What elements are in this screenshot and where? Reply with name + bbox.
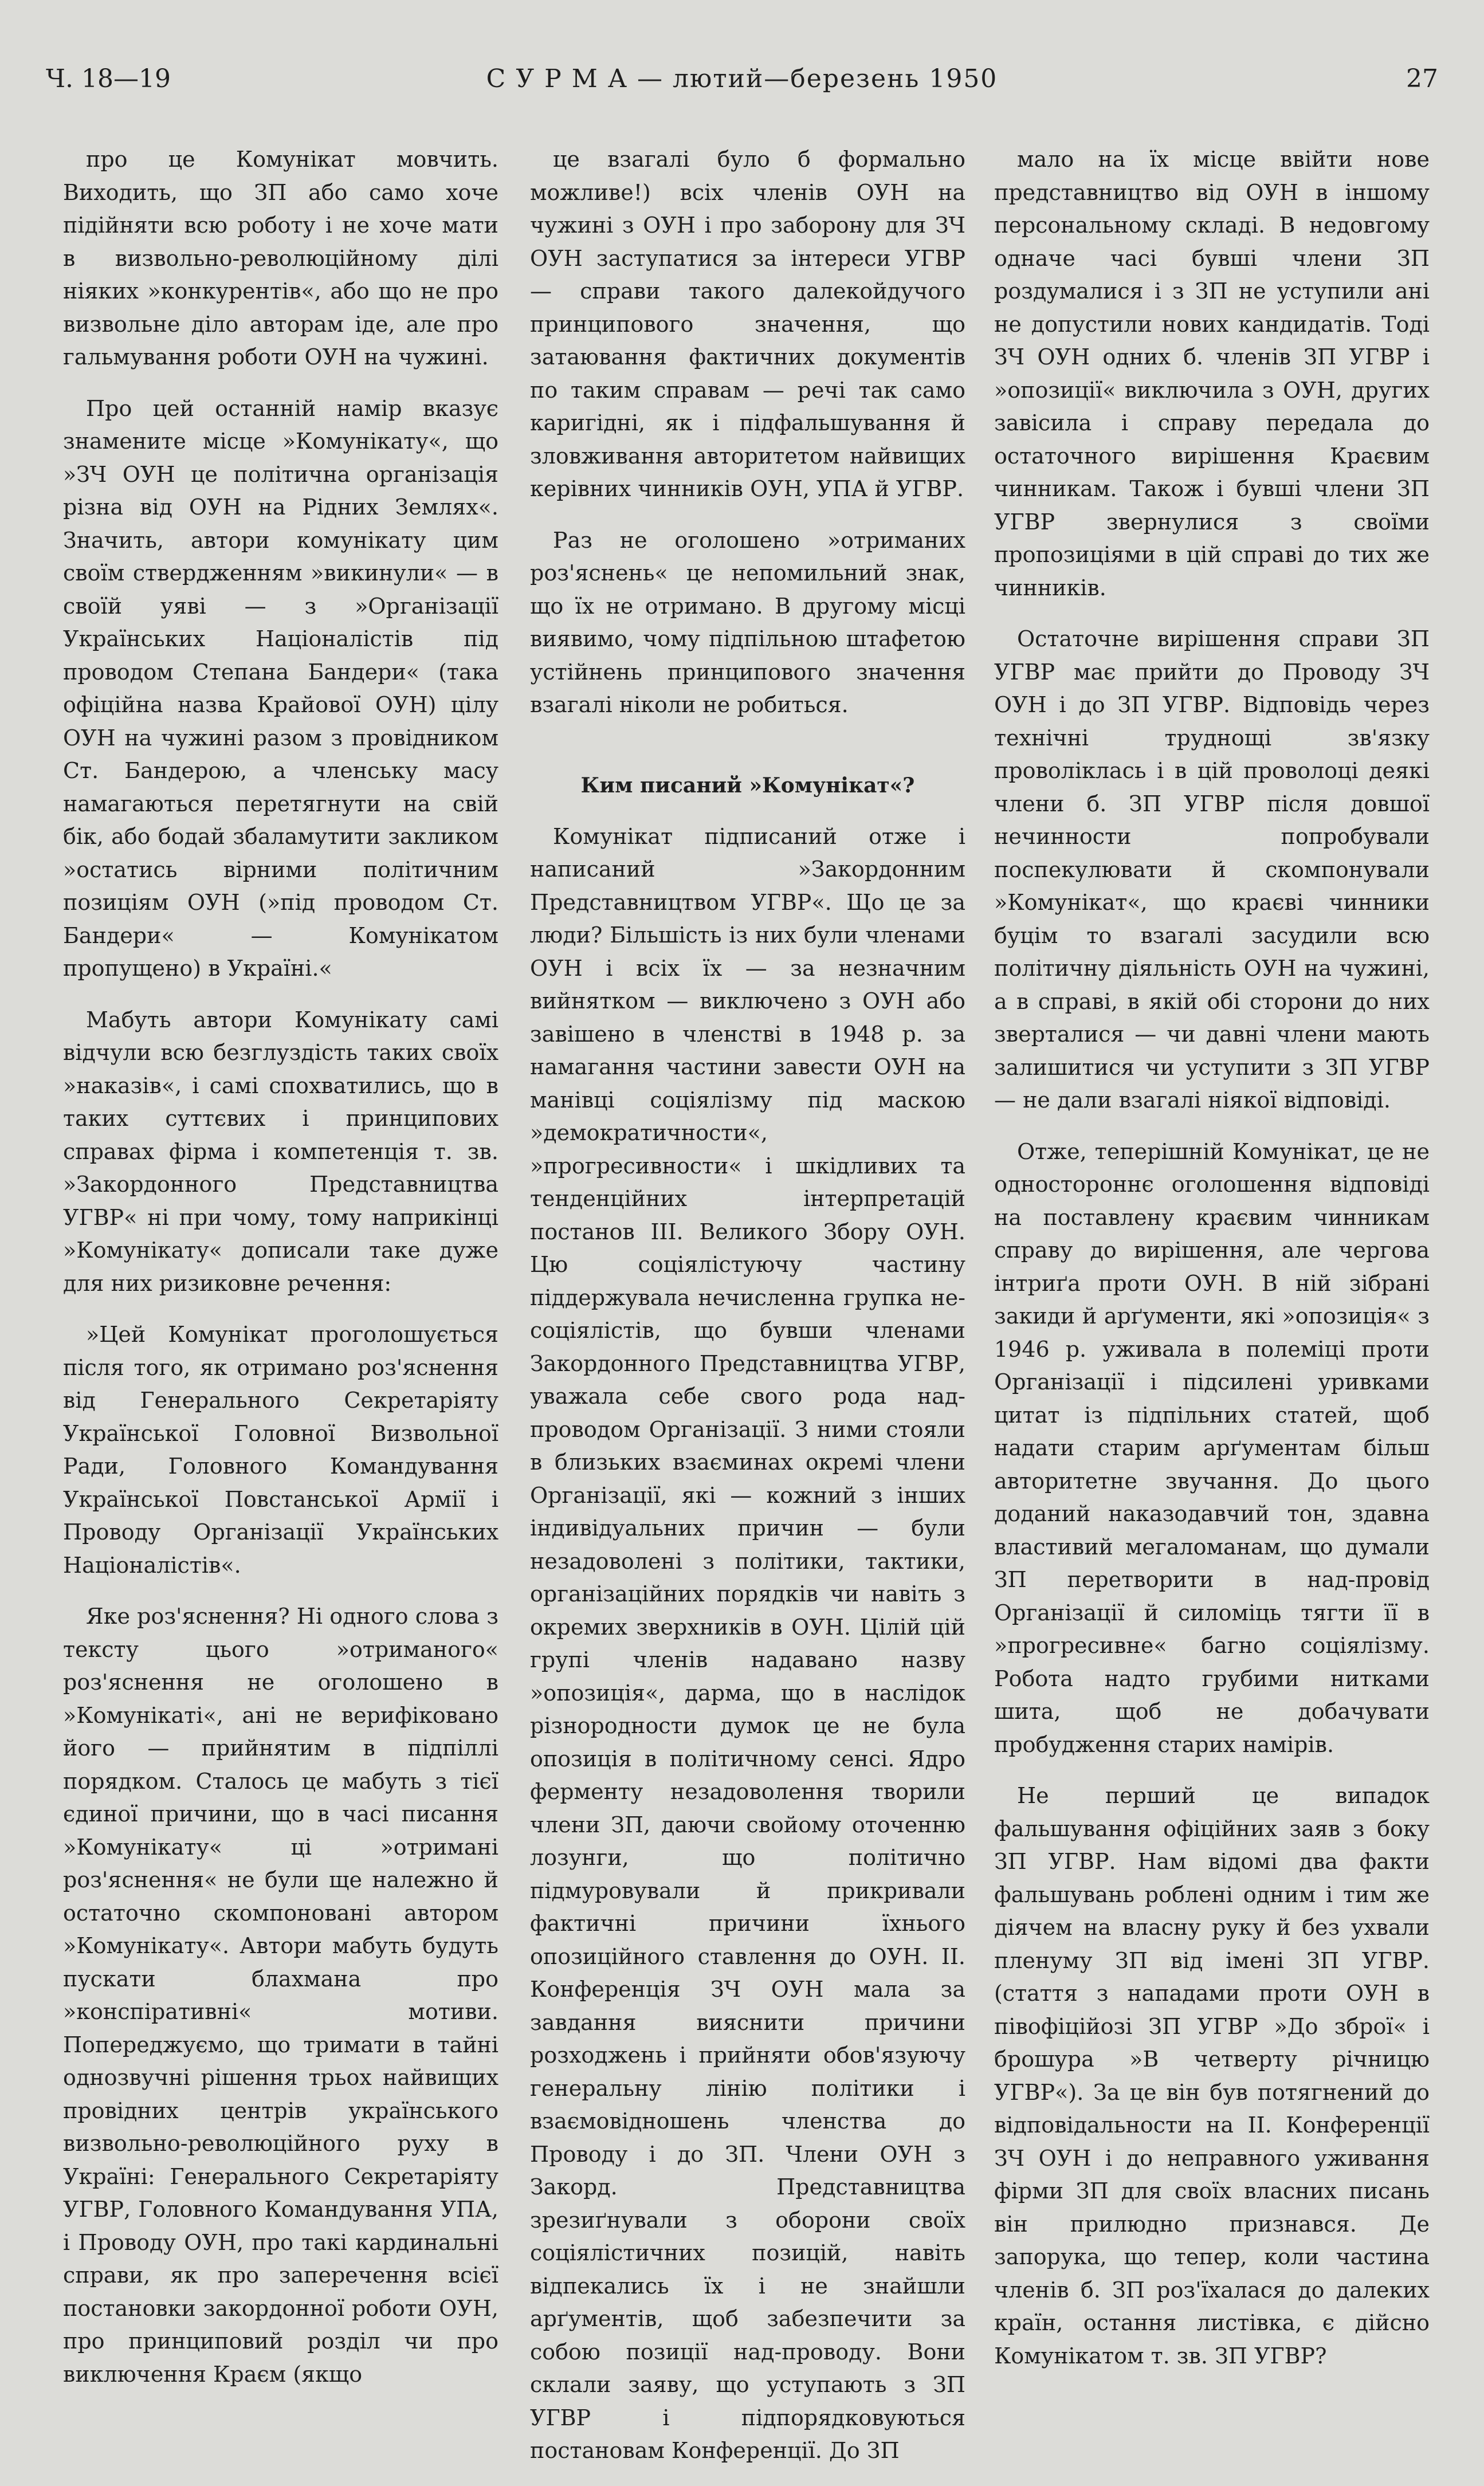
paragraph: Про цей останній намір вказує знамените місце »Комунікату«, що »ЗЧ ОУН це політична організація різна від ОУН на Рідних Землях«. Значить, автори комунікату цим своїм ствердженням »викинули« — в своїй уяві — з »Організації Українських Націоналістів під проводом Степана Бандери« (така офіційна назва Крайової ОУН) цілу ОУН на чужині разом з провідником Ст. Бандерою, а членську масу намагаються перетягнути на свій бік, або бодай збаламутити закликом »остатись вірними політичним позиціям ОУН (»під проводом Ст. Бандери« — Комунікатом пропущено) в Україні.«	[63, 395, 498, 981]
page-number: 27	[1406, 64, 1438, 93]
masthead: С У Р М А — лютий—березень 1950	[486, 64, 998, 93]
column-right	[994, 143, 1430, 2391]
paragraph: про це Комунікат мовчить. Виходить, що ЗП або само хоче підійняти всю роботу і не хоче мати в визвольно-революційному ділі ніяких »конкурентів«, або що не про визвольне діло авторам іде, але про гальмування роботи ОУН на чужині.	[63, 147, 498, 370]
paragraph: Яке роз'яснення? Ні одного слова з тексту цього »отриманого« роз'яснення не оголошено в »Комунікаті«, ані не верифіковано його — прийнятим в підпіллі порядком. Сталось це мабуть з тієї єдиної причини, що в часі писання »Комунікату« ці »отримані роз'яснення« не були ще належно й остаточно скомпоновані автором »Комунікату«. Автори мабуть будуть пускати блахмана про »конспіративні« мотиви. Попереджуємо, що тримати в тайні однозвучні рішення трьох найвищих провідних центрів українського визвольно-революційного руху в Україні: Генерального Секретаріяту УГВР, Головного Командування УПА, і Проводу ОУН, про такі кардинальні справи, як про заперечення всієї постановки закордонної роботи ОУН, про принциповий розділ чи про виключення Краєм (якщо	[63, 1604, 498, 2387]
paragraph: »Цей Комунікат проголошується після того, як отримано роз'яснення від Генерального Секретаріяту Української Головної Визвольної Ради, Головного Командування Української Повстанської Армії і Проводу Організації Українських Націоналістів«.	[63, 1322, 498, 1578]
paragraph: це взагалі було б формально можливе!) всіх членів ОУН на чужині з ОУН і про заборону для ЗЧ ОУН заступатися за інтереси УГВР — справи такого далекойдучого принципового значення, що затаювання фактичних документів по таким справам — речі так само каригідні, як і підфальшування й зловживання авторитетом найвищих керівних чинників ОУН, УПА й УГВР.	[530, 147, 965, 501]
paragraph: Отже, теперішній Комунікат, це не одностороннє оголошення відповіді на поставлену краєвим чинникам справу до вирішення, але чергова інтриґа проти ОУН. В ній зібрані закиди й арґументи, які »опозиція« з 1946 р. уживала в полеміці проти Організації і підсилені уривками цитат із підпільних статей, щоб надати старим арґументам більш авторитетне звучання. До цього доданий наказодавчий тон, здавна властивий мегаломанам, що думали ЗП перетворити в над-провід Організації й силоміць тягти її в »прогресивне« багно соціялізму. Робота надто грубими нитками шита, щоб не добачувати пробудження старих намірів.	[994, 1138, 1430, 1757]
paragraph: Комунікат підписаний отже і написаний »Закордонним Представництвом УГВР«. Що це за люди? Більшість із них були членами ОУН і всіх їх — за незначним вийнятком — виключено з ОУН або завішено в членстві в 1948 р. за намагання частини завести ОУН на манівці соціялізму під маскою »демократичности«, »прогресивности« і шкідливих та тенденційних інтерпретацій постанов III. Великого Збору ОУН. Цю соціялістуючу частину піддержувала нечисленна групка не-соціялістів, що бувши членами Закордонного Представництва УГВР, уважала себе свого рода над-проводом Організації. З ними стояли в близьких взаєминах окремі члени Організації, які — кожний з інших індивідуальних причин — були незадоволені з політики, тактики, організаційних порядків чи навіть з окремих зверхників в ОУН. Цілій цій групі членів надавано назву »опозиція«, дарма, що в наслідок різнородности думок це не була опозиція в політичному сенсі. Ядро ферменту незадоволення творили члени ЗП, даючи свойому оточенню лозунги, що політично підмуровували й прикривали фактичні причини їхнього опозиційного ставлення до ОУН. II. Конференція ЗЧ ОУН мала за завдання вияснити причини розходжень і прийняти обов'язуючу генеральну лінію політики і взаємовідношень членства до Проводу і до ЗП. Члени ОУН з Закорд. Представництва зрезиґнували з оборони своїх соціялістичних позицій, навіть відпекались їх і не знайшли арґументів, щоб забезпечити за собою позиції над-проводу. Вони склали заяву, що уступають з ЗП УГВР і підпорядковуються постановам Конференції. До ЗП	[530, 823, 965, 2463]
column-left	[63, 143, 498, 2409]
page-header	[46, 64, 1438, 110]
paragraph: Не перший це випадок фальшування офіційних заяв з боку ЗП УГВР. Нам відомі два факти фальшувань роблені одним і тим же діячем на власну руку й без ухвали пленуму ЗП від імені ЗП УГВР. (стаття з нападами проти ОУН в півофіційозі ЗП УГВР »До зброї« і брошура »В четверту річницю УГВР«). За це він був потягнений до відповідальности на II. Конференції ЗЧ ОУН і до неправного уживання фірми ЗП для своїх власних писань він прилюдно признався. Де запорука, що тепер, коли частина членів б. ЗП роз'їхалася до далеких країн, остання листівка, є дійсно Комунікатом т. зв. ЗП УГВР?	[994, 1783, 1430, 2369]
paragraph: Мабуть автори Комунікату самі відчули всю безглуздість таких своїх »наказів«, і самі спохватились, що в таких суттєвих і принципових справах фірма і компетенція т. зв. »Закордонного Представництва УГВР« ні при чому, тому наприкінці »Комунікату« дописали таке дуже для них ризиковне речення:	[63, 1007, 498, 1296]
section-heading: Ким писаний »Комунікат«?	[580, 773, 915, 798]
paragraph: Раз не оголошено »отриманих роз'яснень« це непомильний знак, що їх не отримано. В другому місці виявимо, чому підпільною штафетою устійнень принципового значення взагалі ніколи не робиться.	[530, 527, 965, 717]
paragraph: мало на їх місце ввійти нове представництво від ОУН в іншому персональному складі. В недовгому одначе часі бувші члени ЗП роздумалися і з ЗП не уступили ані не допустили нових кандидатів. Тоді ЗЧ ОУН одних б. членів ЗП УГВР і »опозиції« виключила з ОУН, других завісила і справу передала до остаточного вирішення Краєвим чинникам. Також і бувші члени ЗП УГВР звернулися з своїми пропозиціями в цій справі до тих же чинників.	[994, 147, 1430, 600]
column-middle	[530, 143, 965, 2486]
issue-number: Ч. 18—19	[46, 64, 171, 93]
paragraph: Остаточне вирішення справи ЗП УГВР має прийти до Проводу ЗЧ ОУН і до ЗП УГВР. Відповідь через технічні труднощі зв'язку проволіклась і в цій проволоці деякі члени б. ЗП УГВР після довшої нечинности попробували поспекулювати й скомпонували »Комунікат«, що краєві чинники буцім то взагалі засудили всю політичну діяльність ОУН на чужині, а в справі, в якій обі сторони до них зверталися — чи давні члени мають залишитися чи уступити з ЗП УГВР — не дали взагалі ніякої відповіді.	[994, 626, 1430, 1113]
